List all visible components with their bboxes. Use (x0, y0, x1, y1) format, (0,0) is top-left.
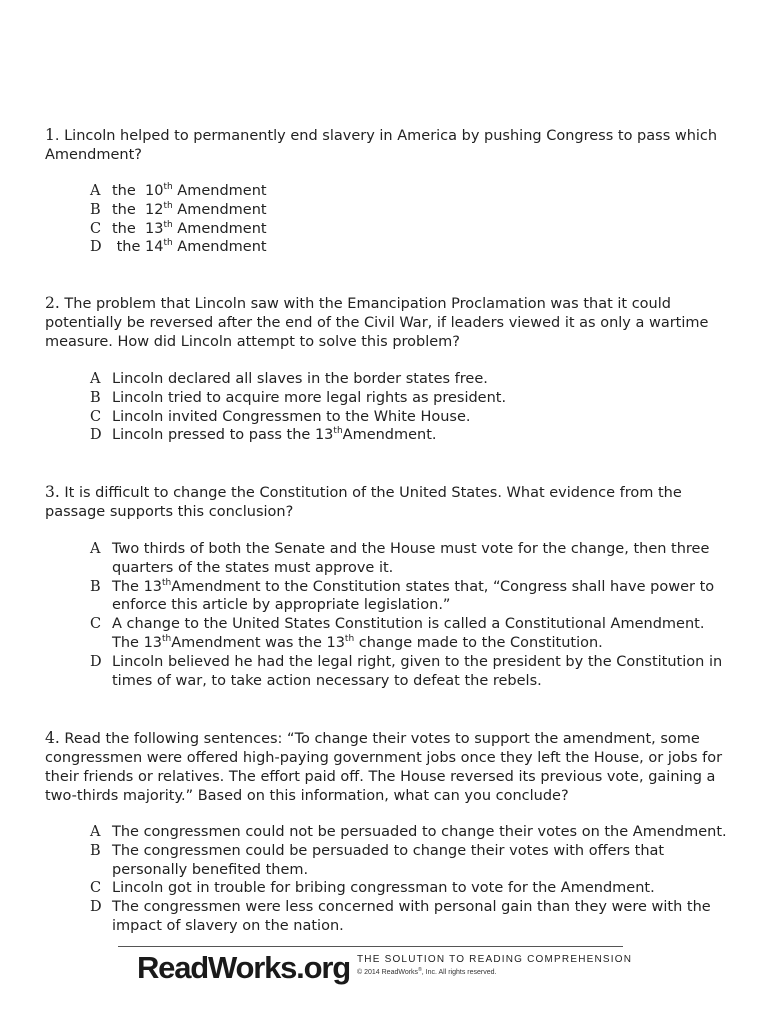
option-text: Two thirds of both the Senate and the House must vote for the change, then three quarters of the states must approve it. (112, 541, 710, 576)
question-number: 4. (45, 729, 60, 747)
option-letter: D (90, 239, 102, 256)
option-text: Amendment (172, 201, 267, 218)
option-text: the 13 (112, 220, 164, 237)
footer-copyright (357, 969, 496, 976)
option-letter: A (90, 541, 101, 557)
question-2-options (90, 370, 730, 445)
option-a[interactable] (90, 823, 730, 842)
question-1-options (90, 182, 730, 257)
registered-mark: ® (418, 967, 422, 973)
option-text: The 13 (112, 578, 163, 595)
option-d[interactable] (90, 653, 730, 691)
option-a[interactable] (90, 370, 730, 389)
option-c[interactable] (90, 408, 730, 427)
option-letter: B (90, 201, 101, 218)
option-letter: A (90, 824, 101, 840)
superscript: th (163, 219, 173, 230)
option-c[interactable] (90, 615, 730, 653)
footer-tagline: THE SOLUTION TO READING COMPREHENSION (357, 954, 633, 965)
option-letter: A (90, 371, 101, 387)
option-b[interactable] (90, 578, 730, 616)
option-d[interactable] (90, 238, 730, 257)
option-text: Lincoln got in trouble for bribing congressman to vote for the Amendment. (112, 880, 655, 897)
superscript: th (344, 633, 355, 644)
copyright-text: , Inc. All rights reserved. (421, 969, 497, 976)
option-text: the 12 (112, 201, 164, 218)
option-b[interactable] (90, 842, 730, 880)
superscript: th (163, 200, 173, 211)
superscript: th (162, 633, 172, 644)
option-text: The congressmen were less concerned with personal gain than they were with the impact of slavery on the nation. (112, 899, 711, 934)
option-text: The 13 (112, 634, 163, 651)
option-a[interactable] (90, 540, 730, 578)
question-number: 1 (45, 126, 55, 144)
question-3-options (90, 540, 730, 690)
option-text: Lincoln declared all slaves in the border states free. (112, 371, 488, 387)
option-letter: A (90, 183, 101, 199)
footer-divider (118, 946, 623, 947)
option-text: The congressmen could be persuaded to change their votes with offers that personally benefited them. (112, 842, 665, 878)
superscript: th (333, 426, 343, 437)
option-text: Amendment (172, 239, 267, 256)
question-3 (45, 483, 735, 522)
option-b[interactable] (90, 201, 730, 220)
option-letter: C (90, 408, 102, 425)
question-number: 2. (45, 294, 60, 312)
question-text: The problem that Lincoln saw with the Emancipation Proclamation was that it could potentially be reversed after the end of the Civil War, if leaders viewed it as only a wartime measure. How did Lincoln attempt to solve this problem? (45, 296, 709, 350)
option-text: Amendment. (342, 427, 437, 444)
option-c[interactable] (90, 879, 730, 898)
copyright-text: © 2014 ReadWorks (357, 969, 419, 976)
question-4 (45, 729, 735, 806)
question-text: It is difficult to change the Constitution of the United States. What evidence from the passage supports this conclusion? (45, 485, 682, 520)
superscript: th (163, 238, 173, 249)
superscript: th (163, 182, 173, 192)
option-text: Amendment was the 13 (171, 634, 345, 651)
option-letter: D (90, 427, 102, 444)
question-1 (45, 126, 735, 165)
option-text: Lincoln believed he had the legal right, given to the president by the Constitution in times of war, to take action necessary to defeat the rebels. (112, 653, 723, 689)
readworks-logo: ReadWorks.org (137, 950, 350, 985)
option-text: Amendment to the Constitution states that, “Congress shall have power to enforce this article by appropriate legislation.” (112, 578, 715, 614)
option-text: the 10 (112, 183, 164, 199)
option-a[interactable] (90, 182, 730, 201)
option-text: Lincoln pressed to pass the 13 (112, 427, 334, 444)
option-text: Lincoln tried to acquire more legal rights as president. (112, 389, 507, 406)
option-c[interactable] (90, 220, 730, 239)
option-letter: B (90, 842, 101, 859)
option-text: A change to the United States Constitution is called a Constitutional Amendment. (112, 616, 705, 633)
option-b[interactable] (90, 389, 730, 408)
question-number: 3. (45, 483, 60, 501)
option-letter: D (90, 899, 102, 916)
option-text: Amendment (172, 220, 267, 237)
option-letter: C (90, 220, 102, 237)
question-text: Read the following sentences: “To change their votes to support the amendment, some congressmen were offered high-paying government jobs once they left the House, or jobs for their friends or relatives. The effort paid off. The House reversed its previous vote, gaining a two-thirds majority.” Based on this information, what can you conclude? (45, 731, 723, 804)
option-d[interactable] (90, 426, 730, 445)
option-text: Amendment (172, 183, 267, 199)
option-letter: B (90, 389, 101, 406)
option-text: The congressmen could not be persuaded to change their votes on the Amendment. (112, 824, 727, 840)
option-letter: D (90, 653, 102, 670)
option-letter: C (90, 880, 102, 897)
question-2 (45, 294, 735, 352)
option-text: Lincoln invited Congressmen to the White House. (112, 408, 471, 425)
option-text: change made to the Constitution. (354, 634, 603, 651)
option-text: the 14 (112, 239, 164, 256)
question-text: . Lincoln helped to permanently end slavery in America by pushing Congress to pass which Amendment? (45, 128, 718, 163)
option-letter: B (90, 578, 101, 595)
question-4-options (90, 823, 730, 936)
option-d[interactable] (90, 898, 730, 936)
option-letter: C (90, 616, 102, 633)
superscript: th (162, 577, 172, 588)
